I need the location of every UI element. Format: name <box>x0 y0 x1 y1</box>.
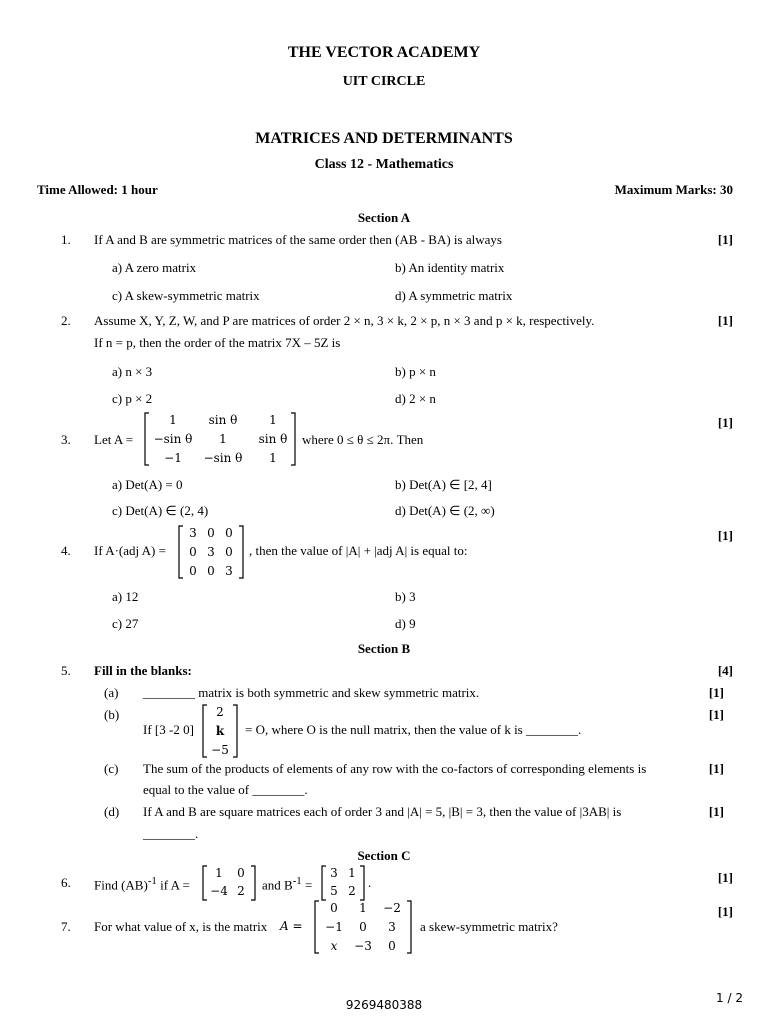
q2-option-a: a) n × 3 <box>112 364 153 379</box>
q6-matrix-a <box>201 864 257 902</box>
q2-option-c: c) p × 2 <box>112 391 153 406</box>
q4-cell-3-1: 0 <box>189 564 197 578</box>
q6b-cell-1-2: 1 <box>348 866 356 880</box>
q1-text: If A and B are symmetric matrices of the same order then (AB - BA) is always <box>94 232 502 247</box>
q5a-label: (a) <box>104 685 119 700</box>
q3-cell-3-3: 1 <box>269 451 277 465</box>
q6-end: . <box>368 875 372 890</box>
q6a-cell-1-2: 0 <box>237 866 245 880</box>
q5d-marks: [1] <box>708 804 724 819</box>
q6-and-sup: -1 <box>292 875 302 887</box>
q2-line-2: If n = p, then the order of the matrix 7X – 5Z is <box>94 335 341 350</box>
q3-option-a: a) Det(A) = 0 <box>112 477 183 492</box>
q6-marks: [1] <box>717 870 733 885</box>
time-allowed: Time Allowed: 1 hour <box>37 182 158 197</box>
q6-number: 6. <box>61 875 71 890</box>
q7-suffix: a skew-symmetric matrix? <box>420 919 558 934</box>
q7-var: A = <box>280 919 303 933</box>
q3-cell-2-3: sin θ <box>258 432 288 446</box>
maximum-marks: Maximum Marks: 30 <box>614 182 733 197</box>
q4-cell-3-2: 0 <box>207 564 215 578</box>
class-title: Class 12 - Mathematics <box>314 157 454 172</box>
q2-line-1: Assume X, Y, Z, W, and P are matrices of order 2 × n, 3 × k, 2 × p, n × 3 and p × k, respectively. <box>94 313 595 328</box>
q6b-cell-2-1: 5 <box>330 884 338 898</box>
q7-number: 7. <box>61 919 71 934</box>
q7-cell-1-3: −2 <box>383 901 401 915</box>
q3-cell-1-3: 1 <box>269 413 277 427</box>
q4-option-a: a) 12 <box>112 589 139 604</box>
q4-matrix <box>177 524 245 580</box>
q7-cell-2-3: 3 <box>388 920 396 934</box>
q7-cell-1-1: 0 <box>330 901 338 915</box>
q7-cell-1-2: 1 <box>359 901 367 915</box>
q1-option-a: a) A zero matrix <box>112 260 197 275</box>
q3-cell-3-2: −sin θ <box>203 451 243 465</box>
q5c-marks: [1] <box>708 761 724 776</box>
q4-cell-1-3: 0 <box>225 526 233 540</box>
q1-number: 1. <box>61 232 71 247</box>
q3-suffix: where 0 ≤ θ ≤ 2π. Then <box>302 432 424 447</box>
q5c-label: (c) <box>104 761 119 776</box>
q5b-matrix <box>201 703 239 759</box>
q6-prefix: Find (AB) <box>94 877 148 893</box>
q6b-cell-2-2: 2 <box>348 884 356 898</box>
q3-option-c: c) Det(A) ∈ (2, 4) <box>112 503 209 518</box>
q7-cell-3-2: −3 <box>354 939 372 953</box>
q4-marks: [1] <box>717 528 733 543</box>
q7-prefix: For what value of x, is the matrix <box>94 919 268 934</box>
q5b-suffix: = O, where O is the null matrix, then the value of k is ________. <box>245 722 582 737</box>
q5b-prefix: If [3 -2 0] <box>143 722 194 737</box>
q7-cell-2-1: −1 <box>325 920 343 934</box>
q1-option-c: c) A skew-symmetric matrix <box>112 288 260 303</box>
q4-option-b: b) 3 <box>395 589 416 604</box>
q5b-label: (b) <box>104 707 120 722</box>
q5b-cell-3: −5 <box>211 743 229 757</box>
q5d-line-2: ________. <box>143 826 199 841</box>
q1-marks: [1] <box>717 232 733 247</box>
q3-option-d: d) Det(A) ∈ (2, ∞) <box>395 503 495 518</box>
q7-marks: [1] <box>717 904 733 919</box>
q6a-cell-2-1: −4 <box>210 884 228 898</box>
q5c-line-2: equal to the value of ________. <box>143 782 308 797</box>
q3-cell-3-1: −1 <box>164 451 182 465</box>
q1-option-d: d) A symmetric matrix <box>395 288 513 303</box>
q3-marks: [1] <box>717 415 733 430</box>
q6-and-b <box>262 875 312 893</box>
q5d-label: (d) <box>104 804 120 819</box>
footer-phone: 9269480388 <box>345 998 423 1012</box>
academy-title: THE VECTOR ACADEMY <box>287 44 481 61</box>
q5-number: 5. <box>61 663 71 678</box>
q4-suffix: , then the value of |A| + |adj A| is equal to: <box>249 543 468 558</box>
q6-text <box>94 875 190 893</box>
q3-prefix: Let A = <box>94 432 134 447</box>
q3-matrix <box>143 411 297 467</box>
q7-cell-3-3: 0 <box>388 939 396 953</box>
q5a-marks: [1] <box>708 685 724 700</box>
q5-marks: [4] <box>717 663 733 678</box>
q5b-cell-1: 2 <box>216 705 224 719</box>
q6-and: and B <box>262 877 293 893</box>
page-number: 1 / 2 <box>716 991 743 1005</box>
q2-number: 2. <box>61 313 71 328</box>
q4-cell-2-1: 0 <box>189 545 197 559</box>
q6-sup: -1 <box>147 875 157 887</box>
q5a-text: ________ matrix is both symmetric and skew symmetric matrix. <box>143 685 480 700</box>
q3-cell-2-1: −sin θ <box>153 432 193 446</box>
q3-cell-2-2: 1 <box>219 432 227 446</box>
q3-cell-1-1: 1 <box>169 413 177 427</box>
q4-option-c: c) 27 <box>112 616 139 631</box>
q4-option-d: d) 9 <box>395 616 416 631</box>
q2-option-d: d) 2 × n <box>395 391 436 406</box>
q5c-line-1: The sum of the products of elements of any row with the co-factors of corresponding elements is <box>143 761 647 776</box>
q5b-marks: [1] <box>708 707 724 722</box>
q2-option-b: b) p × n <box>395 364 436 379</box>
q4-cell-3-3: 3 <box>225 564 233 578</box>
q4-cell-1-1: 3 <box>189 526 197 540</box>
q2-marks: [1] <box>717 313 733 328</box>
q4-cell-2-2: 3 <box>207 545 215 559</box>
q6b-cell-1-1: 3 <box>330 866 338 880</box>
q3-option-b: b) Det(A) ∈ [2, 4] <box>395 477 492 492</box>
q5d-line-1: If A and B are square matrices each of order 3 and |A| = 5, |B| = 3, then the value of |3AB| is <box>143 804 622 819</box>
section-c-heading: Section C <box>357 848 411 863</box>
q4-prefix: If A·(adj A) = <box>94 543 166 558</box>
q4-number: 4. <box>61 543 71 558</box>
q6-matrix-b <box>320 864 366 902</box>
q4-cell-1-2: 0 <box>207 526 215 540</box>
q1-option-b: b) An identity matrix <box>395 260 505 275</box>
section-b-heading: Section B <box>357 641 411 656</box>
section-a-heading: Section A <box>357 210 411 225</box>
q6a-cell-2-2: 2 <box>237 884 245 898</box>
q6-if-a: if A = <box>156 877 190 893</box>
academy-subtitle: UIT CIRCLE <box>342 74 426 89</box>
q5-title: Fill in the blanks: <box>94 663 192 678</box>
q7-cell-3-1: x <box>330 939 338 953</box>
q5b-cell-2: k <box>215 724 225 738</box>
q3-cell-1-2: sin θ <box>208 413 238 427</box>
q4-cell-2-3: 0 <box>225 545 233 559</box>
q3-number: 3. <box>61 432 71 447</box>
q7-matrix <box>313 899 413 955</box>
q6-eq: = <box>301 877 313 893</box>
topic-title: MATRICES AND DETERMINANTS <box>255 130 513 147</box>
q6a-cell-1-1: 1 <box>215 866 223 880</box>
q7-cell-2-2: 0 <box>359 920 367 934</box>
